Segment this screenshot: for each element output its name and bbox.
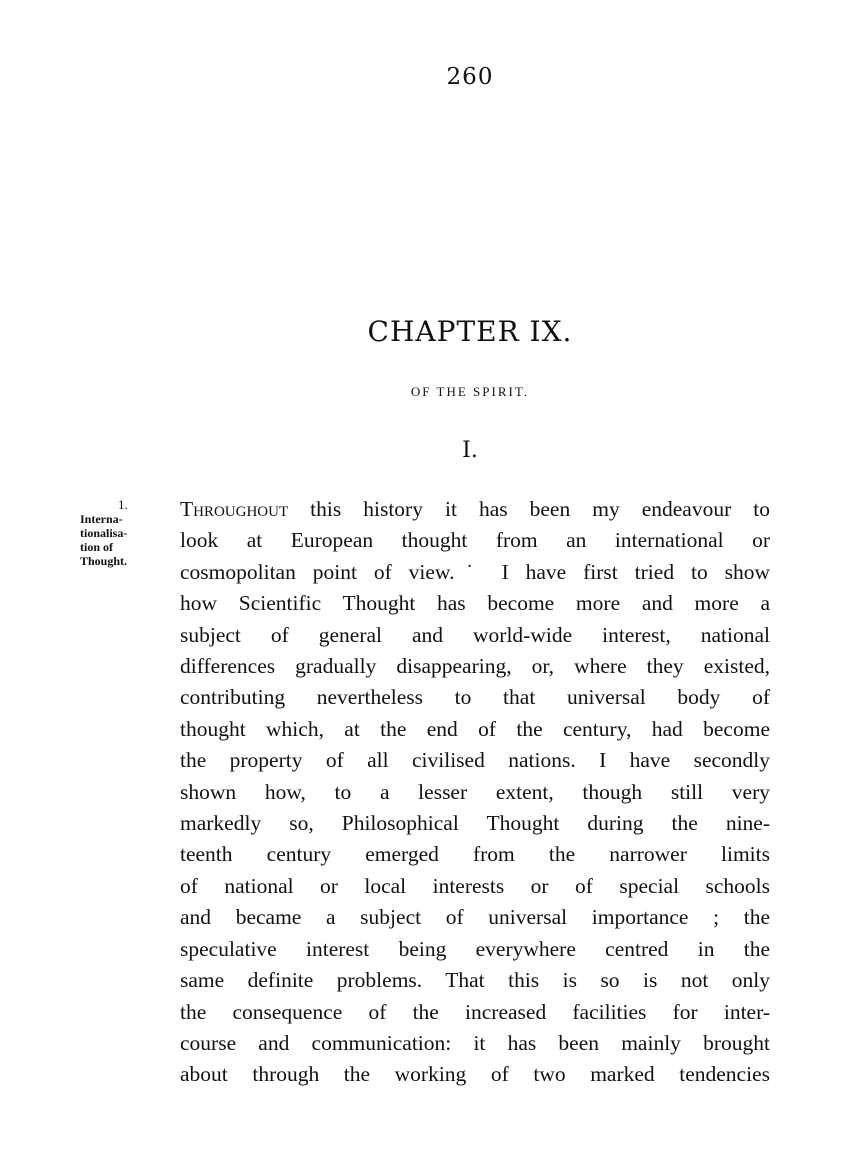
body-line: and became a subject of universal importance ; the <box>180 905 770 930</box>
marginal-note <box>80 498 165 568</box>
body-line: markedly so, Philosophical Thought during the nine- <box>180 811 770 836</box>
body-line: the property of all civilised nations. I have secondly <box>180 748 770 773</box>
body-line: subject of general and world-wide interest, national <box>180 622 770 647</box>
page-number: 260 <box>446 64 494 90</box>
first-line-rest: this history it has been my endeavour to <box>288 497 770 521</box>
chapter-subtitle: OF THE SPIRIT. <box>410 384 530 399</box>
body-line: shown how, to a lesser extent, though still very <box>180 779 770 804</box>
body-paragraph <box>180 494 770 1091</box>
body-line: about through the working of two marked tendencies <box>180 1062 770 1087</box>
body-line: same definite problems. That this is so is not only <box>180 968 770 993</box>
body-line: thought which, at the end of the century, had become <box>180 716 770 741</box>
body-line: look at European thought from an international or <box>180 528 770 553</box>
body-line: differences gradually disappearing, or, where they existed, <box>180 654 770 679</box>
body-line: contributing nevertheless to that universal body of <box>180 685 770 710</box>
marginal-note-line: Interna- <box>80 512 123 526</box>
marginal-note-number: 1. <box>118 497 128 512</box>
body-line: how Scientific Thought has become more and more a <box>180 591 770 616</box>
body-line: of national or local interests or of special schools <box>180 873 770 898</box>
marginal-note-line: Thought. <box>80 554 128 568</box>
body-line: cosmopolitan point of view.˙ I have first tried to show <box>180 559 770 584</box>
body-line <box>180 494 770 525</box>
body-line: the consequence of the increased facilities for inter- <box>180 999 770 1024</box>
body-line: speculative interest being everywhere centred in the <box>180 936 770 961</box>
section-numeral: I. <box>462 438 478 463</box>
chapter-title: CHAPTER IX. <box>367 315 573 348</box>
marginal-note-line: tionalisa- <box>80 526 128 540</box>
opening-word: Throughout <box>180 497 289 521</box>
marginal-note-line: tion of <box>80 540 113 554</box>
body-line: teenth century emerged from the narrower limits <box>180 842 770 867</box>
body-line: course and communication: it has been mainly brought <box>180 1030 770 1055</box>
